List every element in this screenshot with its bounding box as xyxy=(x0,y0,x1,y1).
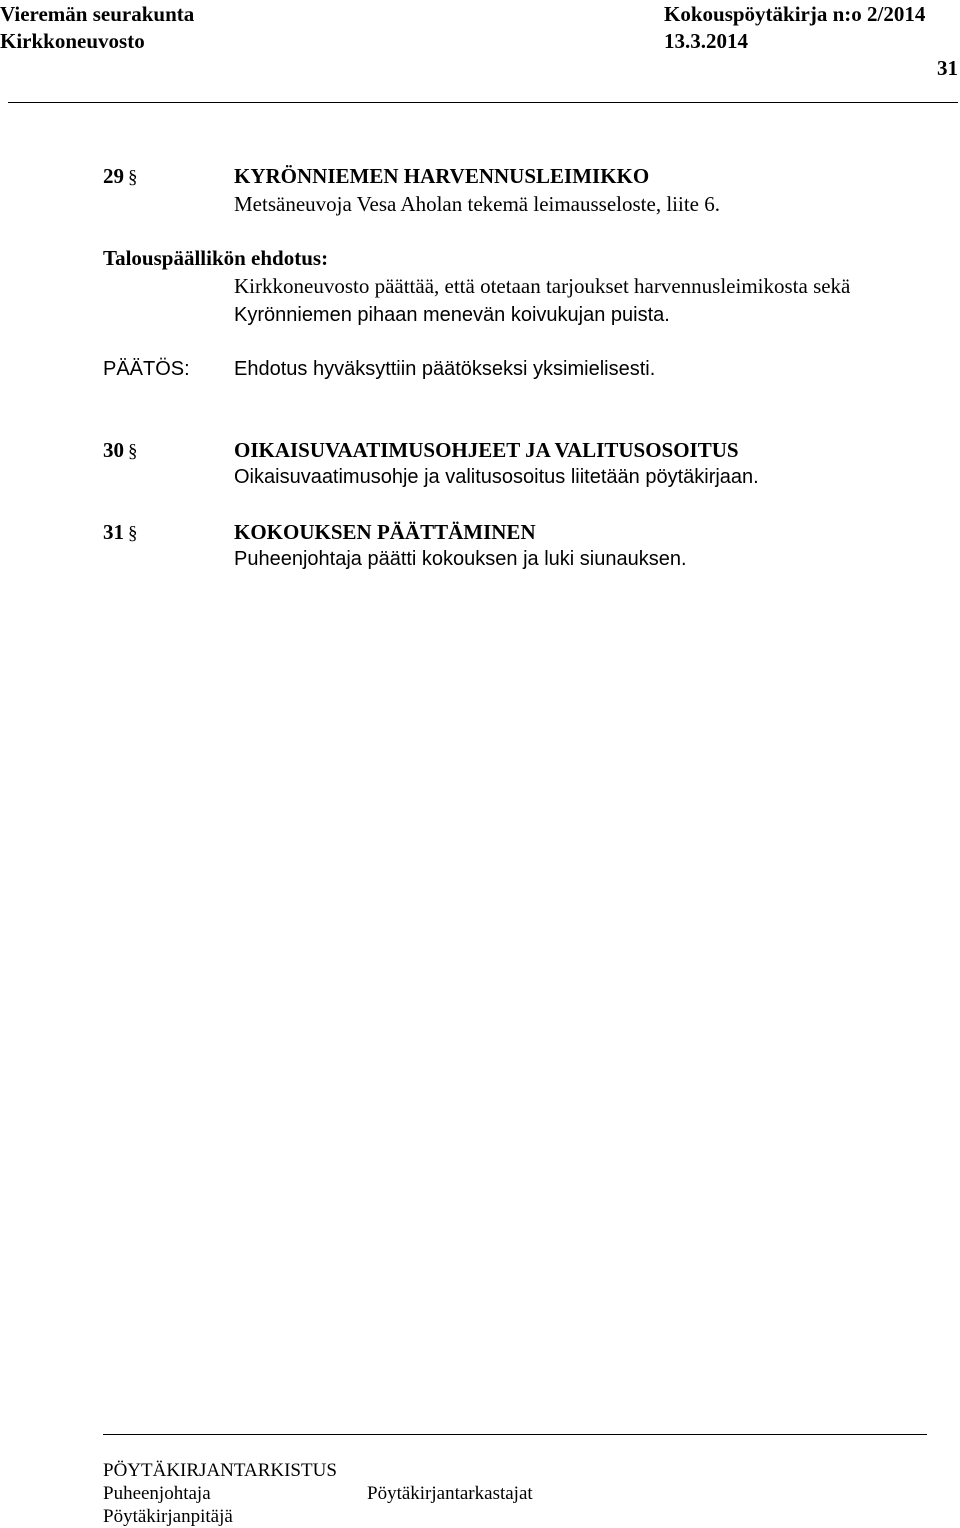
header-date: 13.3.2014 xyxy=(664,29,748,53)
item-29-intro: Metsäneuvoja Vesa Aholan tekemä leimausseloste, liite 6. xyxy=(234,192,720,216)
header-protocol: Kokouspöytäkirja n:o 2/2014 xyxy=(664,2,926,26)
item-29-proposal-line1: Kirkkoneuvosto päättää, että otetaan tarjoukset harvennusleimikosta sekä xyxy=(234,274,851,298)
item-31-title: KOKOUKSEN PÄÄTTÄMINEN xyxy=(234,520,536,544)
item-31-section-sign: § xyxy=(128,523,138,544)
item-30-section-sign: § xyxy=(128,441,138,462)
item-30-title: OIKAISUVAATIMUSOHJEET JA VALITUSOSOITUS xyxy=(234,438,739,462)
item-30-number: 30 xyxy=(103,438,124,462)
footer-secretary: Pöytäkirjanpitäjä xyxy=(103,1506,233,1527)
item-31-text: Puheenjohtaja päätti kokouksen ja luki siunauksen. xyxy=(234,548,687,570)
item-29-decision-label: PÄÄTÖS: xyxy=(103,358,190,380)
item-29-proposal-line2: Kyrönniemen pihaan menevän koivukujan puista. xyxy=(234,304,670,326)
item-29-proposal-label: Talouspäällikön ehdotus: xyxy=(103,246,329,270)
footer-reviewers: Pöytäkirjantarkastajat xyxy=(367,1483,533,1504)
header-parish: Vieremän seurakunta xyxy=(0,2,195,26)
footer-heading: PÖYTÄKIRJANTARKISTUS xyxy=(103,1460,337,1481)
item-29-number: 29 xyxy=(103,164,124,188)
page-number: 31 xyxy=(937,56,958,80)
item-29-section-sign: § xyxy=(128,167,138,188)
header-rule xyxy=(8,102,958,103)
item-29-title: KYRÖNNIEMEN HARVENNUSLEIMIKKO xyxy=(234,164,650,188)
item-31-number: 31 xyxy=(103,520,124,544)
footer-rule xyxy=(103,1434,927,1435)
footer-chair: Puheenjohtaja xyxy=(103,1483,211,1504)
item-30-text: Oikaisuvaatimusohje ja valitusosoitus liitetään pöytäkirjaan. xyxy=(234,466,759,488)
item-29-decision-text: Ehdotus hyväksyttiin päätökseksi yksimielisesti. xyxy=(234,358,656,380)
header-body: Kirkkoneuvosto xyxy=(0,29,145,53)
